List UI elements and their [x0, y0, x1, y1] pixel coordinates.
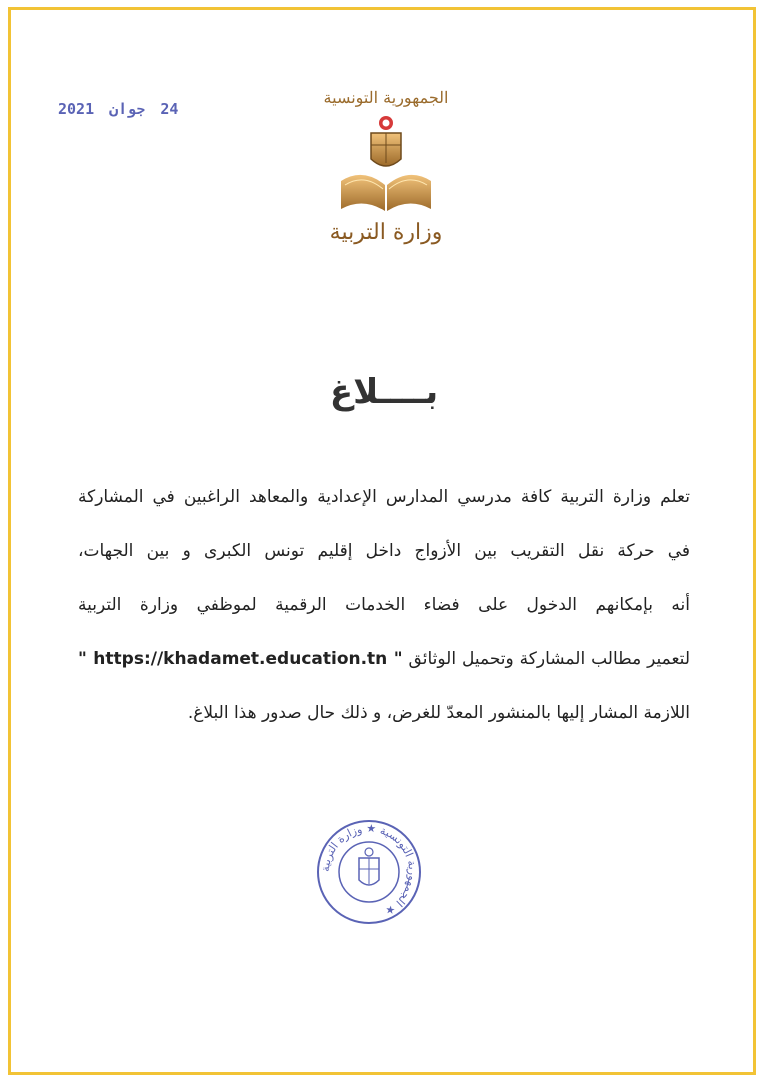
republic-name: الجمهورية التونسية — [323, 88, 449, 107]
announcement-body — [78, 474, 690, 744]
body-line-4-text: لتعمير مطالب المشاركة وتحميل الوثائق — [408, 649, 690, 669]
body-line-1: تعلم وزارة التربية كافة مدرسي المدارس الإعدادية والمعاهد الراغبين في المشاركة — [78, 487, 690, 507]
body-line-5: اللازمة المشار إليها بالمنشور المعدّ للغرض، و ذلك حال صدور هذا البلاغ. — [187, 703, 690, 723]
body-line-2: في حركة نقل التقريب بين الأزواج داخل إقليم تونس الكبرى و بين الجهات، — [78, 541, 690, 561]
date-stamp — [52, 100, 178, 118]
stamp-year: 2021 — [58, 100, 95, 118]
body-line-4 — [78, 636, 690, 690]
page-title: بــــلاغ — [329, 372, 439, 412]
ministry-name: وزارة التربية — [329, 220, 443, 245]
service-url-link[interactable]: " https://khadamet.education.tn " — [78, 649, 403, 669]
official-seal — [315, 818, 423, 926]
stamp-day: 24 — [160, 100, 179, 118]
ministry-header — [318, 88, 454, 245]
ministry-emblem-icon — [331, 111, 441, 221]
body-line-3: أنه بإمكانهم الدخول على فضاء الخدمات الرقمية لموظفي وزارة التربية — [78, 595, 690, 615]
stamp-month: جوان — [109, 100, 146, 118]
seal-text-path: الجمهورية التونسية ★ وزارة التربية ★ — [318, 821, 420, 919]
